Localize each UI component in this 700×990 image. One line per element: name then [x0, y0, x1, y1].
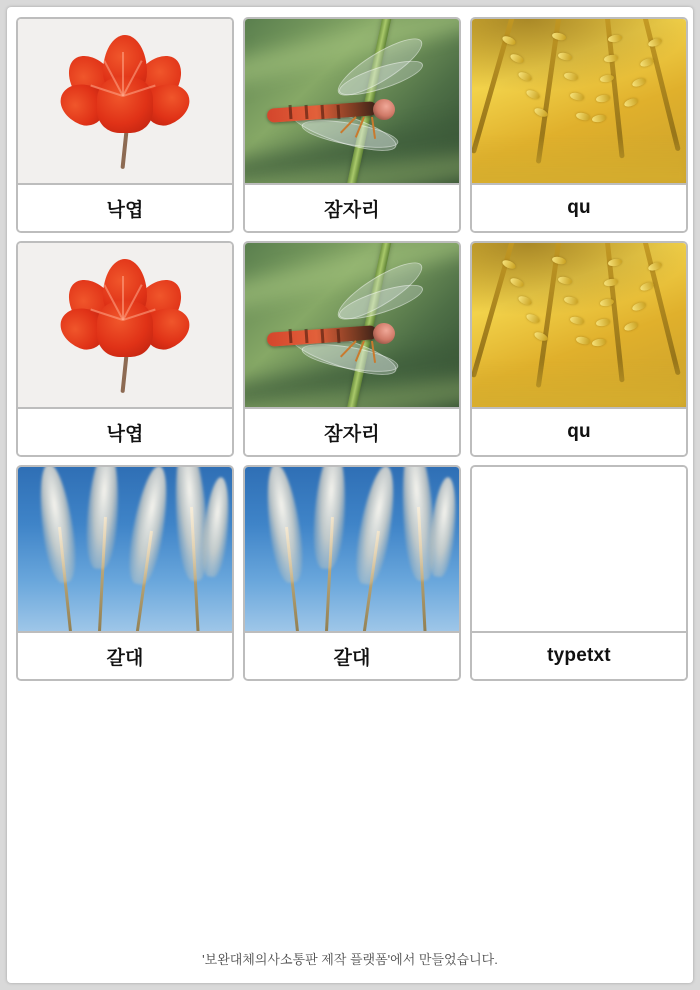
card-label [245, 407, 459, 455]
rice-stalks-icon [472, 19, 686, 183]
symbol-card[interactable] [470, 17, 688, 233]
symbol-card[interactable] [470, 241, 688, 457]
card-image [472, 243, 686, 407]
rice-stalks-icon [472, 243, 686, 407]
maple-leaf-icon [18, 243, 232, 407]
footer-text: '보완대체의사소통판 제작 플랫폼'에서 만들었습니다. [202, 952, 498, 967]
dragonfly-icon [245, 243, 459, 407]
symbol-card[interactable] [470, 465, 688, 681]
symbol-card[interactable] [16, 17, 234, 233]
card-label [472, 631, 686, 679]
reed-grass-icon [245, 467, 459, 631]
card-label-text: 갈대 [106, 647, 144, 669]
symbol-card[interactable] [16, 465, 234, 681]
card-image [245, 243, 459, 407]
card-image-placeholder [472, 467, 686, 631]
symbol-card-grid [7, 7, 693, 685]
card-label-text: 낙엽 [106, 199, 144, 221]
card-label-text: qu [567, 197, 591, 218]
card-image [18, 467, 232, 631]
footer [7, 949, 693, 969]
symbol-card[interactable] [243, 17, 461, 233]
card-image [245, 467, 459, 631]
aac-board-page [7, 7, 693, 983]
card-label [245, 183, 459, 231]
symbol-card[interactable] [243, 241, 461, 457]
card-label [472, 183, 686, 231]
card-label-text: 잠자리 [324, 423, 380, 445]
card-label [18, 631, 232, 679]
card-label-text: qu [567, 421, 591, 442]
card-image [472, 19, 686, 183]
dragonfly-icon [245, 19, 459, 183]
symbol-card[interactable] [16, 241, 234, 457]
card-label-text: 잠자리 [324, 199, 380, 221]
card-label [472, 407, 686, 455]
card-image [18, 19, 232, 183]
symbol-card[interactable] [243, 465, 461, 681]
card-label [18, 407, 232, 455]
card-label [18, 183, 232, 231]
card-image [245, 19, 459, 183]
card-label-text: typetxt [547, 645, 611, 666]
card-label-text: 낙엽 [106, 423, 144, 445]
card-label-text: 갈대 [333, 647, 371, 669]
reed-grass-icon [18, 467, 232, 631]
card-image [18, 243, 232, 407]
card-label [245, 631, 459, 679]
maple-leaf-icon [18, 19, 232, 183]
